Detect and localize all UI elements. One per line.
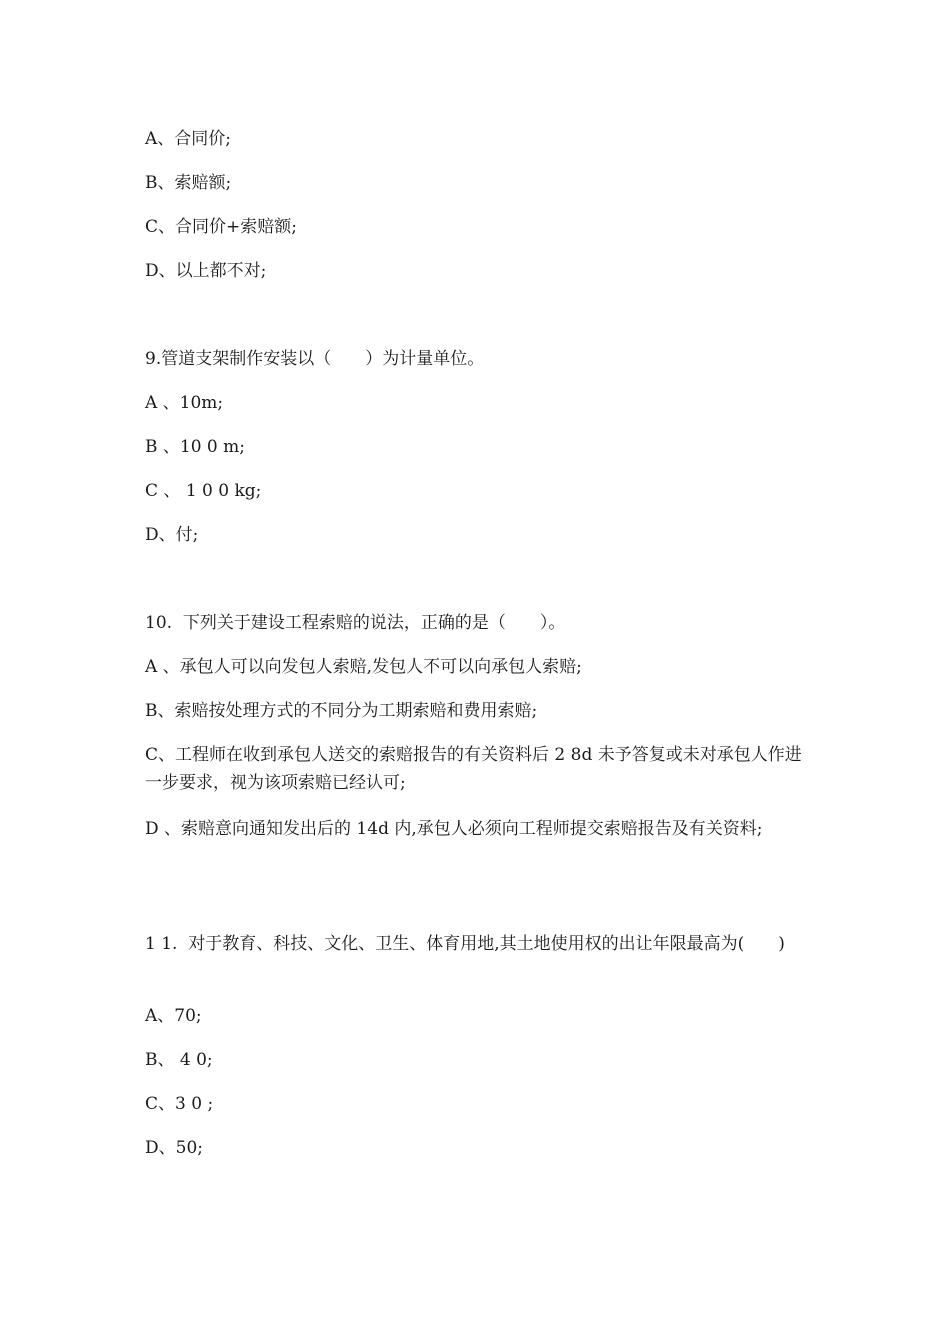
q9-option-d: D、付;	[145, 525, 199, 545]
q9-option-c: C 、 1 0 0 kg;	[145, 481, 262, 501]
q11-question: 1 1. 对于教育、科技、文化、卫生、体育用地,其土地使用权的出让年限最高为( )	[145, 934, 785, 954]
q11-option-d: D、50;	[145, 1138, 203, 1158]
q10-option-b: B、索赔按处理方式的不同分为工期索赔和费用索赔;	[145, 701, 538, 721]
q11-option-c: C、3 0 ;	[145, 1094, 214, 1114]
q10-option-d: D 、索赔意向通知发出后的 14d 内,承包人必须向工程师提交索赔报告及有关资料;	[145, 819, 763, 839]
q8-option-c: C、合同价+索赔额;	[145, 217, 297, 237]
q11-option-a: A、70;	[145, 1006, 202, 1026]
q9-option-b: B 、10 0 m;	[145, 437, 245, 457]
q11-option-b: B、 4 0;	[145, 1050, 213, 1070]
q10-option-c: C、工程师在收到承包人送交的索赔报告的有关资料后 2 8d 未予答复或未对承包人作进一步要求，视为该项索赔已经认可;	[145, 745, 802, 793]
q9-option-a: A 、10m;	[145, 393, 224, 413]
q10-question: 10. 下列关于建设工程索赔的说法，正确的是（ ）。	[145, 613, 566, 633]
q8-option-d: D、以上都不对;	[145, 261, 267, 281]
q10-option-a: A 、承包人可以向发包人索赔,发包人不可以向承包人索赔;	[145, 657, 582, 677]
q9-question: 9.管道支架制作安装以（ ）为计量单位。	[145, 349, 485, 369]
q8-option-b: B、索赔额;	[145, 173, 232, 193]
q8-option-a: A、合同价;	[145, 129, 232, 149]
